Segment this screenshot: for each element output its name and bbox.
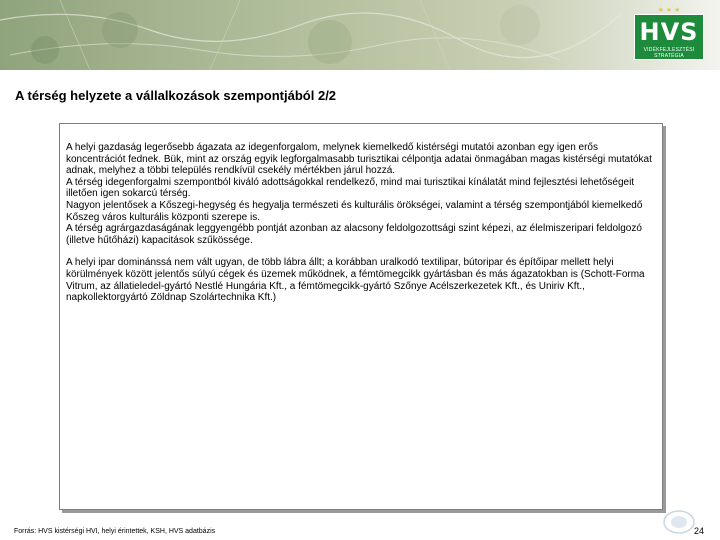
logo-subtitle: VIDÉKFEJLESZTÉSI STRATÉGIA: [643, 47, 695, 59]
paragraph-agriculture: A térség agrárgazdaságának leggyengébb pontját azonban az alacsony feldolgozottsági szint képezi, az élelmiszeripari feldolgozó (illetve hűtőházi) kapacitások szűkössége.: [66, 223, 642, 246]
paragraph-heritage: Nagyon jelentősek a Kőszegi-hegység és hegyalja természeti és kulturális örökségei, valamint a térség szempontjából kiemelkedő Kőszeg város kulturális központi szerepe is.: [66, 199, 643, 223]
watermark-emblem-icon: [662, 508, 696, 536]
content-box: [59, 123, 663, 510]
header-banner: [0, 0, 720, 70]
paragraph-industry: A helyi ipar dominánssá nem vált ugyan, de több lábra állt; a korábban uralkodó textilipar, bútoripar és építőipar mellett helyi körülmények között jelentős súlyú cégek és üzemek működnek, a fémtömegcikk gyártásban és más ágazatokban is (Schott-Forma Vitrum, az állatieledel-gyártó Nestlé Hungária Kft., a fémtömegcikk-gyártó Szőnye Acélszerkezetek Kft., és Uniriv Kft., napkollektorgyártó Zöldnap Szolártechnika Kft.): [66, 257, 645, 304]
paragraph-tourism-potential: A térség idegenforgalmi szempontból kiváló adottságokkal rendelkező, mind mai turisztikai kínálatát mind fejlesztési lehetőségeit illetően igen sokarcú térség.: [66, 176, 635, 200]
hvs-logo: [634, 6, 704, 60]
paragraph-gap: [66, 246, 656, 257]
source-note: Forrás: HVS kistérségi HVI, helyi érintettek, KSH, HVS adatbázis: [14, 528, 216, 535]
logo-stars: ★ ★ ★: [657, 7, 681, 14]
paragraph-tourism-concentration: A helyi gazdaság legerősebb ágazata az idegenforgalom, melynek kiemelkedő kistérségi mutatói azonban egy igen erős koncentrációt fednek. Bük, mint az ország egyik legforgalmasabb turisztikai célpontja adatai önmagában magas kistérségi mutatókat adnak, melyhez a többi település rendkívül csekély mértékben járul hozzá.: [66, 142, 652, 177]
slide-title: A térség helyzete a vállalkozások szempontjából 2/2: [15, 88, 337, 103]
map-background: [0, 0, 720, 70]
logo-text: HVS: [639, 18, 699, 46]
page-number: 24: [694, 526, 705, 536]
